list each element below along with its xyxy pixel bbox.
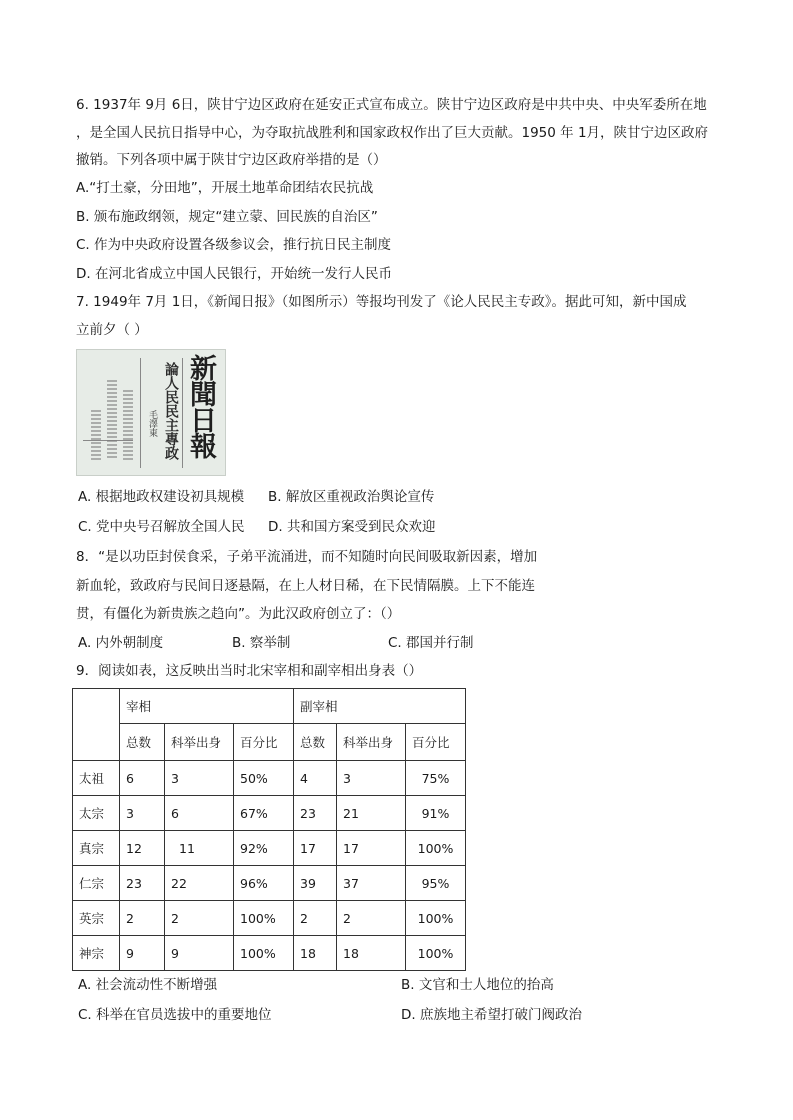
table-cell: 6 [120,761,165,796]
q8-option-c: C. 郡国并行制 [388,635,474,651]
q7-option-b: B. 解放区重视政治舆论宣传 [268,489,435,505]
q8-option-b: B. 察举制 [232,635,291,651]
table-row-header: 神宗 [73,936,120,971]
table-cell: 100% [406,901,466,936]
table-cell: 3 [120,796,165,831]
table-cell: 12 [120,831,165,866]
table-cell: 2 [294,901,337,936]
table-row [73,761,466,796]
table-cell: 75% [406,761,466,796]
table-cell: 9 [165,936,234,971]
table-group-header: 副宰相 [294,689,466,724]
q6-stem-line3: 撤销。下列各项中属于陕甘宁边区政府举措的是（） [76,152,387,168]
newspaper-column-rule [182,358,183,468]
table-cell: 100% [406,831,466,866]
table-cell: 23 [294,796,337,831]
newspaper-text-block [107,380,117,460]
table-row-header: 真宗 [73,831,120,866]
table-row [73,796,466,831]
table-row-header: 英宗 [73,901,120,936]
table-group-header: 宰相 [120,689,294,724]
table-subheader: 总数 [120,724,165,761]
newspaper-masthead: 新聞日報 [185,354,216,458]
q7-stem-line1: 7. 1949年 7月 1日，《新闻日报》（如图所示）等报均刊发了《论人民民主专政》。据此可知，新中国成 [76,294,687,310]
table-cell: 2 [165,901,234,936]
table-cell: 2 [337,901,406,936]
newspaper-text-block [123,390,133,460]
q9-option-d: D. 庶族地主希望打破门阀政治 [401,1007,582,1023]
table-cell: 50% [234,761,294,796]
table-cell: 67% [234,796,294,831]
table-subheader: 科举出身 [165,724,234,761]
q6-option-d: D. 在河北省成立中国人民银行，开始统一发行人民币 [76,266,392,282]
q7-stem-line2: 立前夕（ ） [76,322,148,338]
table-cell: 9 [120,936,165,971]
table-row [73,831,466,866]
table-cell: 22 [165,866,234,901]
newspaper-author: 毛澤東 [147,410,157,437]
table-cell: 91% [406,796,466,831]
q8-stem-line1: 8．“是以功臣封侯食采，子弟平流涌进，而不知随时向民间吸取新因素，增加 [76,549,538,565]
table-cell: 95% [406,866,466,901]
table-cell: 100% [234,901,294,936]
table-subheader-row [73,724,466,761]
table-row [73,901,466,936]
song-chancellor-table [72,688,466,971]
q9-stem: 9．阅读如表，这反映出当时北宋宰相和副宰相出身表（） [76,663,423,679]
table-cell: 100% [234,936,294,971]
table-subheader: 百分比 [406,724,466,761]
table-cell: 2 [120,901,165,936]
newspaper-column-rule [140,358,141,468]
table-cell: 21 [337,796,406,831]
newspaper-image [76,349,226,476]
table-cell: 6 [165,796,234,831]
q6-stem-line1: 6. 1937年 9月 6日，陕甘宁边区政府在延安正式宣布成立。陕甘宁边区政府是中共中央、中央军委所在地 [76,97,707,113]
table-corner-cell [73,689,120,761]
table-row [73,866,466,901]
table-row-header: 仁宗 [73,866,120,901]
q8-stem-line3: 贯，有僵化为新贵族之趋向”。为此汉政府创立了：（） [76,606,401,622]
table-subheader: 科举出身 [337,724,406,761]
q7-option-d: D. 共和国方案受到民众欢迎 [268,519,436,535]
q6-option-c: C. 作为中央政府设置各级参议会，推行抗日民主制度 [76,237,392,253]
table-subheader: 百分比 [234,724,294,761]
q8-stem-line2: 新血轮，致政府与民间日逐悬隔，在上人材日稀，在下民情隔膜。上下不能连 [76,578,535,594]
table-cell: 18 [337,936,406,971]
q8-option-a: A. 内外朝制度 [78,635,164,651]
table-header-row [73,689,466,724]
table-cell: 39 [294,866,337,901]
table-cell: 4 [294,761,337,796]
table-cell: 17 [294,831,337,866]
q9-option-b: B. 文官和士人地位的抬高 [401,977,554,993]
table-row [73,936,466,971]
table-cell: 17 [337,831,406,866]
q9-option-a: A. 社会流动性不断增强 [78,977,218,993]
table-cell: 3 [165,761,234,796]
q9-option-c: C. 科举在官员选拔中的重要地位 [78,1007,272,1023]
table-cell: 96% [234,866,294,901]
table-row-header: 太宗 [73,796,120,831]
table-row-header: 太祖 [73,761,120,796]
q7-option-c: C. 党中央号召解放全国人民 [78,519,245,535]
table-cell: 3 [337,761,406,796]
table-cell: 11 [165,831,234,866]
newspaper-headline: 論人民民主專政 [163,362,179,460]
table-cell: 100% [406,936,466,971]
table-cell: 37 [337,866,406,901]
table-cell: 23 [120,866,165,901]
q6-option-b: B. 颁布施政纲领，规定“建立蒙、回民族的自治区” [76,209,378,225]
newspaper-text-block [91,410,101,460]
table-cell: 18 [294,936,337,971]
table-subheader: 总数 [294,724,337,761]
q6-option-a: A.“打土豪，分田地”，开展土地革命团结农民抗战 [76,180,374,196]
table-cell: 92% [234,831,294,866]
q7-option-a: A. 根据地政权建设初具规模 [78,489,245,505]
q6-stem-line2: ，是全国人民抗日指导中心，为夺取抗战胜利和国家政权作出了巨大贡献。1950 年 1月，陕甘宁边区政府 [76,125,709,141]
